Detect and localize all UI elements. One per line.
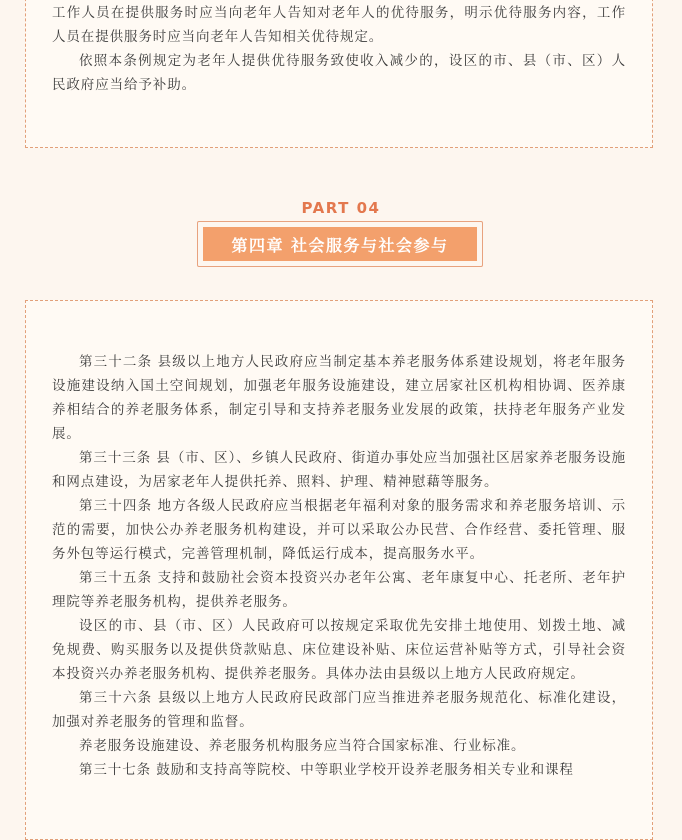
top-text-body [26, 0, 652, 97]
paragraph: 第三十四条 地方各级人民政府应当根据老年福利对象的服务需求和养老服务培训、示范的需要，加快公办养老服务机构建设，并可以采取公办民营、合作经营、委托管理、服务外包等运行模式，完善管理机制，降低运行成本，提高服务水平。 [52, 498, 626, 562]
paragraph: 工作人员在提供服务时应当向老年人告知对老年人的优待服务，明示优待服务内容，工作人员在提供服务时应当向老年人告知相关优待规定。 [52, 5, 626, 45]
paragraph: 第三十六条 县级以上地方人民政府民政部门应当推进养老服务规范化、标准化建设，加强对养老服务的管理和监督。 [52, 690, 626, 730]
paragraph: 依照本条例规定为老年人提供优待服务致使收入减少的，设区的市、县（市、区）人民政府应当给予补助。 [52, 53, 626, 93]
paragraph: 第三十二条 县级以上地方人民政府应当制定基本养老服务体系建设规划，将老年服务设施建设纳入国土空间规划，加强老年服务设施建设，建立居家社区机构相协调、医养康养相结合的养老服务体系，制定引导和支持养老服务业发展的政策，扶持老年服务产业发展。 [52, 354, 626, 442]
bottom-text-body [26, 350, 652, 782]
paragraph: 第三十七条 鼓励和支持高等院校、中等职业学校开设养老服务相关专业和课程 [79, 762, 574, 778]
paragraph: 第三十三条 县（市、区）、乡镇人民政府、街道办事处应当加强社区居家养老服务设施和网点建设，为居家老年人提供托养、照料、护理、精神慰藉等服务。 [52, 450, 626, 490]
top-text-card [25, 0, 653, 148]
chapter-heading [197, 221, 483, 267]
paragraph: 养老服务设施建设、养老服务机构服务应当符合国家标准、行业标准。 [79, 738, 526, 754]
paragraph: 设区的市、县（市、区）人民政府可以按规定采取优先安排土地使用、划拨土地、减免规费、购买服务以及提供贷款贴息、床位建设补贴、床位运营补贴等方式，引导社会资本投资兴办养老服务机构、提供养老服务。具体办法由县级以上地方人民政府规定。 [52, 618, 626, 682]
bottom-text-card [25, 300, 653, 840]
paragraph: 第三十五条 支持和鼓励社会资本投资兴办老年公寓、老年康复中心、托老所、老年护理院等养老服务机构，提供养老服务。 [52, 570, 626, 610]
chapter-title: 第四章 社会服务与社会参与 [203, 227, 477, 261]
part-label: PART 04 [301, 199, 381, 217]
